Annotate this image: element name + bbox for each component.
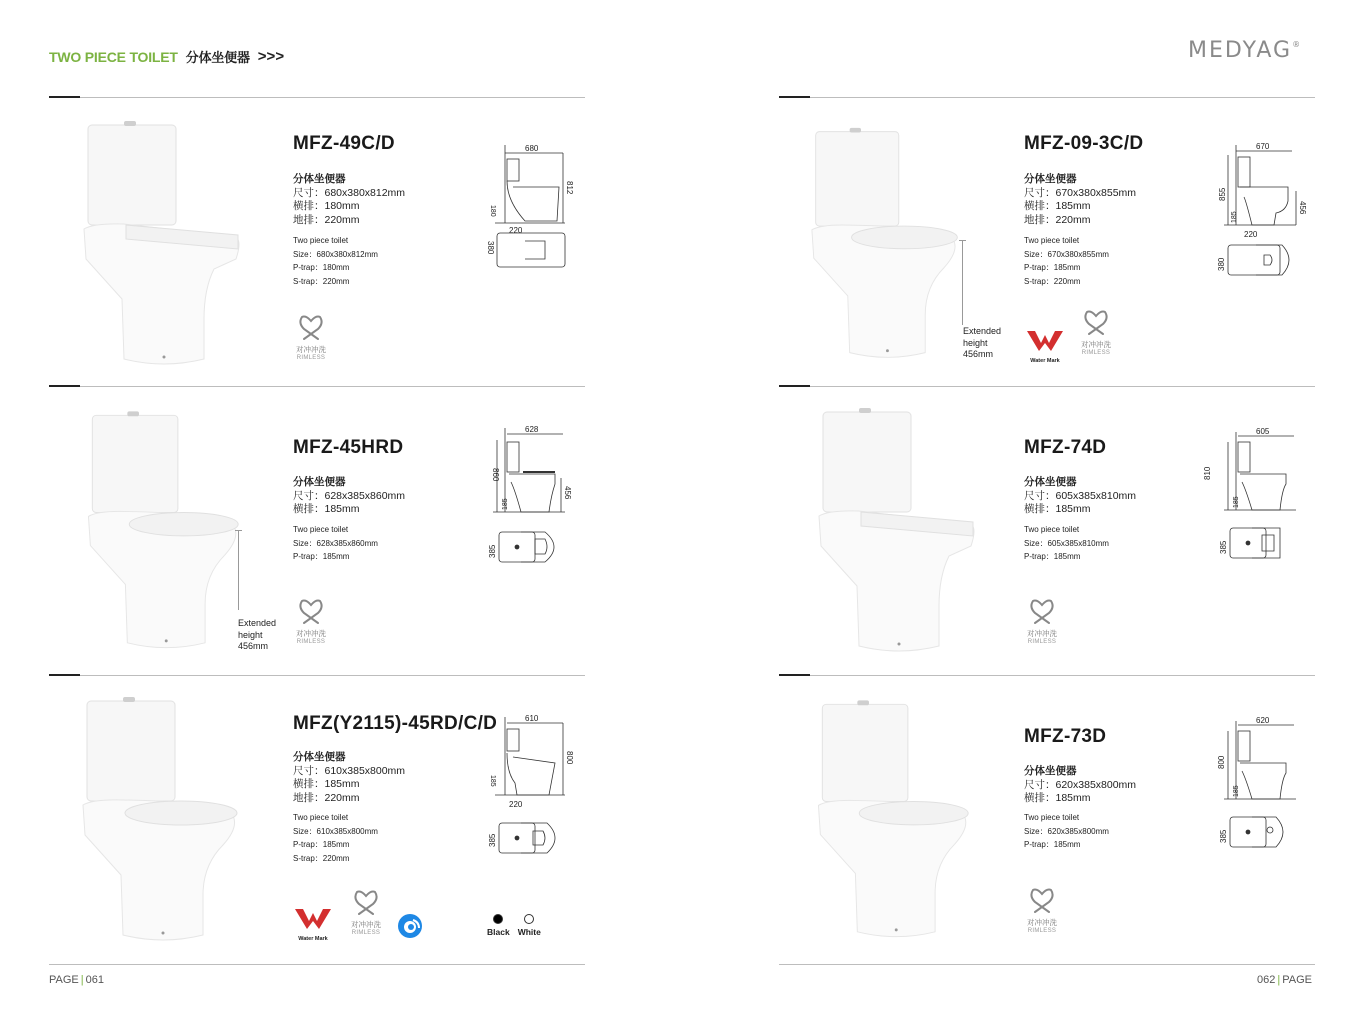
color-swatch-black	[487, 914, 510, 937]
technical-drawing	[1203, 427, 1311, 568]
dim-height: 860	[491, 468, 500, 482]
dim-ptrap: 185	[502, 498, 509, 510]
dim-width: 610	[525, 714, 539, 723]
watermark-icon	[293, 907, 333, 931]
spec-cn	[293, 476, 405, 517]
spec-ptrap-en: P-trap：185mm	[293, 552, 350, 561]
extended-height-note	[963, 326, 1001, 361]
rimless-label-en: RIMLESS	[1081, 350, 1111, 356]
watermark-icon	[1025, 329, 1065, 353]
dim-ptrap: 180	[489, 205, 496, 217]
dim-height: 810	[1203, 466, 1212, 480]
dim-depth: 385	[1219, 829, 1228, 843]
technical-drawing	[1216, 717, 1311, 857]
spec-size-en: Size：670x380x855mm	[1024, 249, 1109, 259]
rimless-label-en: RIMLESS	[296, 355, 326, 361]
registered-mark: ®	[1292, 40, 1301, 49]
spec-ptrap-cn: 横排：185mm	[293, 778, 360, 790]
toilet-photo	[793, 119, 963, 369]
rimless-badge	[1022, 886, 1062, 936]
spec-size-cn: 尺寸：628x385x860mm	[293, 489, 406, 502]
spec-ptrap-cn: 横排：185mm	[1024, 503, 1091, 515]
technical-drawing	[485, 424, 580, 569]
dim-depth: 385	[488, 544, 497, 558]
dim-ptrap: 185	[1231, 211, 1238, 223]
rimless-icon	[296, 597, 326, 627]
spec-type-cn: 分体坐便器	[293, 751, 346, 763]
dim-height: 812	[565, 181, 574, 195]
product-card-mfz-09-3cd	[779, 105, 1319, 385]
divider	[779, 386, 1315, 387]
page-separator: |	[1277, 974, 1281, 986]
product-card-mfz-45hrd	[49, 394, 589, 674]
color-swatch-white	[518, 914, 541, 937]
spec-type-en: Two piece toilet	[293, 813, 349, 822]
extended-label: Extended	[963, 326, 1002, 336]
toilet-photo	[69, 406, 244, 656]
technical-drawing	[1216, 141, 1311, 286]
spec-size-en: Size：628x385x860mm	[293, 538, 378, 548]
rimless-label-cn: 对冲冲洗	[1027, 918, 1057, 927]
color-label: Black	[487, 927, 510, 937]
extended-label: height	[238, 629, 263, 640]
dim-height: 855	[1218, 187, 1227, 201]
color-options	[487, 914, 541, 937]
dim-height: 800	[1217, 755, 1226, 769]
page-label: PAGE	[1282, 974, 1312, 986]
spec-ptrap-en: P-trap：180mm	[293, 263, 350, 272]
spec-cn	[1024, 173, 1136, 227]
dim-ptrap: 185	[1233, 785, 1240, 797]
spec-en	[293, 811, 378, 865]
spec-type-en: Two piece toilet	[1024, 236, 1080, 245]
spec-strap-en: S-trap：220mm	[293, 276, 350, 286]
spec-size-cn: 尺寸：605x385x810mm	[1024, 489, 1137, 502]
dim-width: 670	[1256, 142, 1270, 151]
dim-strap: 220	[509, 226, 523, 235]
product-model: MFZ-73D	[1024, 726, 1107, 747]
extended-value: 456mm	[963, 349, 994, 359]
spec-size-cn: 尺寸：620x385x800mm	[1024, 778, 1137, 791]
toilet-photo	[799, 406, 979, 656]
product-model: MFZ-49C/D	[293, 133, 395, 154]
watermark-badge	[1023, 329, 1067, 364]
dim-depth: 380	[1217, 257, 1226, 271]
page-num: 062	[1257, 974, 1276, 986]
divider	[49, 675, 585, 676]
dim-ptrap: 185	[489, 775, 496, 787]
extended-label: height	[963, 337, 988, 348]
watermark-badge	[291, 907, 335, 942]
technical-drawing	[485, 713, 580, 858]
rimless-icon	[351, 888, 381, 918]
spec-type-en: Two piece toilet	[293, 525, 349, 534]
spec-cn	[1024, 476, 1136, 517]
spec-strap-en: S-trap：220mm	[293, 853, 350, 863]
spec-cn	[1024, 765, 1136, 806]
toilet-photo	[59, 119, 249, 369]
rimless-label-cn: 对冲冲洗	[1081, 340, 1111, 349]
spec-size-en: Size：610x385x800mm	[293, 826, 378, 836]
product-card-mfz-74d	[779, 394, 1319, 674]
spec-type-cn: 分体坐便器	[1024, 173, 1077, 185]
color-label: White	[517, 927, 541, 937]
product-card-mfz-49cd	[49, 105, 589, 385]
spec-size-en: Size：605x385x810mm	[1024, 538, 1109, 548]
divider	[49, 386, 585, 387]
technical-drawing	[485, 141, 580, 281]
dim-width: 680	[525, 144, 539, 153]
rimless-label-cn: 对冲冲洗	[296, 629, 326, 638]
spec-size-en: Size：620x385x800mm	[1024, 826, 1109, 836]
spec-strap-cn: 地排：220mm	[293, 791, 360, 804]
spec-en	[1024, 234, 1109, 288]
dim-depth: 380	[486, 241, 495, 255]
section-header	[49, 47, 284, 66]
spec-ptrap-cn: 横排：185mm	[1024, 200, 1091, 212]
divider	[49, 97, 585, 98]
product-model: MFZ-09-3C/D	[1024, 133, 1144, 154]
page-num: 061	[85, 974, 104, 986]
divider	[49, 964, 585, 965]
dim-strap: 220	[1244, 230, 1258, 239]
spec-strap-cn: 地排：220mm	[293, 213, 360, 226]
spec-en	[293, 523, 378, 564]
spec-strap-en: S-trap：220mm	[1024, 276, 1081, 286]
spec-size-cn: 尺寸：670x380x855mm	[1024, 186, 1137, 199]
spec-ptrap-en: P-trap：185mm	[1024, 263, 1081, 272]
page-separator: |	[80, 974, 84, 986]
rimless-label-cn: 对冲冲洗	[296, 345, 326, 354]
dim-depth: 385	[1219, 540, 1228, 554]
dim-depth: 385	[488, 833, 497, 847]
rimless-label-cn: 对冲冲洗	[1027, 629, 1057, 638]
product-model: MFZ(Y2115)-45RD/C/D	[293, 713, 498, 734]
spec-type-en: Two piece toilet	[1024, 525, 1080, 534]
spec-en	[1024, 523, 1109, 564]
product-model: MFZ-74D	[1024, 437, 1107, 458]
divider	[779, 97, 1315, 98]
rimless-icon	[296, 313, 326, 343]
dim-seat: 456	[563, 486, 572, 500]
spec-cn	[293, 751, 405, 805]
rimless-label-en: RIMLESS	[1027, 639, 1057, 645]
spec-ptrap-en: P-trap：185mm	[1024, 552, 1081, 561]
rimless-label-en: RIMLESS	[1027, 928, 1057, 934]
spec-en	[293, 234, 378, 288]
section-arrows: >>>	[257, 48, 285, 65]
spec-ptrap-en: P-trap：185mm	[293, 840, 350, 849]
rimless-badge	[346, 888, 386, 938]
toilet-photo	[799, 695, 974, 945]
spec-strap-cn: 地排：220mm	[1024, 213, 1091, 226]
dim-ptrap: 185	[1233, 496, 1240, 508]
spec-type-en: Two piece toilet	[1024, 813, 1080, 822]
rimless-icon	[1081, 308, 1111, 338]
extended-height-line	[962, 240, 963, 325]
rimless-badge	[1076, 308, 1116, 358]
page-number-left	[49, 974, 104, 986]
spec-type-cn: 分体坐便器	[1024, 765, 1077, 777]
rimless-label-en: RIMLESS	[351, 930, 381, 936]
page-label: PAGE	[49, 974, 79, 986]
spec-ptrap-cn: 横排：185mm	[1024, 792, 1091, 804]
eco-flush-icon	[397, 913, 423, 939]
spec-en	[1024, 811, 1109, 852]
dim-seat: 456	[1298, 201, 1307, 215]
product-model: MFZ-45HRD	[293, 437, 404, 458]
extended-height-note	[238, 618, 276, 653]
spec-type-en: Two piece toilet	[293, 236, 349, 245]
extended-height-line	[238, 530, 239, 610]
white-dot-icon	[524, 914, 534, 924]
dim-width: 605	[1256, 427, 1270, 436]
brand-logo	[1188, 38, 1300, 63]
product-card-mfz-73d	[779, 683, 1319, 963]
divider	[779, 675, 1315, 676]
divider	[779, 964, 1315, 965]
watermark-label: Water Mark	[298, 936, 328, 942]
rimless-badge	[1022, 597, 1062, 647]
spec-size-cn: 尺寸：680x380x812mm	[293, 186, 406, 199]
dim-strap: 220	[509, 800, 523, 809]
extended-label: Extended	[238, 618, 277, 628]
section-title-en: TWO PIECE TOILET	[49, 48, 178, 65]
rimless-icon	[1027, 597, 1057, 627]
black-dot-icon	[493, 914, 503, 924]
product-card-mfz-y2115-45rdcd	[49, 683, 589, 963]
section-title-cn: 分体坐便器	[185, 50, 250, 65]
rimless-badge	[291, 313, 331, 363]
toilet-photo	[63, 695, 243, 945]
rimless-icon	[1027, 886, 1057, 916]
dim-height: 800	[565, 751, 574, 765]
spec-size-cn: 尺寸：610x385x800mm	[293, 764, 406, 777]
spec-cn	[293, 173, 405, 227]
spec-ptrap-cn: 横排：185mm	[293, 503, 360, 515]
rimless-label-cn: 对冲冲洗	[351, 920, 381, 929]
rimless-badge	[291, 597, 331, 647]
spec-type-cn: 分体坐便器	[1024, 476, 1077, 488]
brand-name: MEDYAG	[1188, 38, 1293, 63]
spec-size-en: Size：680x380x812mm	[293, 249, 378, 259]
spec-ptrap-en: P-trap：185mm	[1024, 840, 1081, 849]
page-number-right	[1257, 974, 1312, 986]
watermark-label: Water Mark	[1030, 358, 1060, 364]
spec-ptrap-cn: 横排：180mm	[293, 200, 360, 212]
extended-value: 456mm	[238, 641, 269, 651]
rimless-label-en: RIMLESS	[296, 639, 326, 645]
spec-type-cn: 分体坐便器	[293, 173, 346, 185]
dim-width: 628	[525, 425, 539, 434]
dim-width: 620	[1256, 716, 1270, 725]
spec-type-cn: 分体坐便器	[293, 476, 346, 488]
